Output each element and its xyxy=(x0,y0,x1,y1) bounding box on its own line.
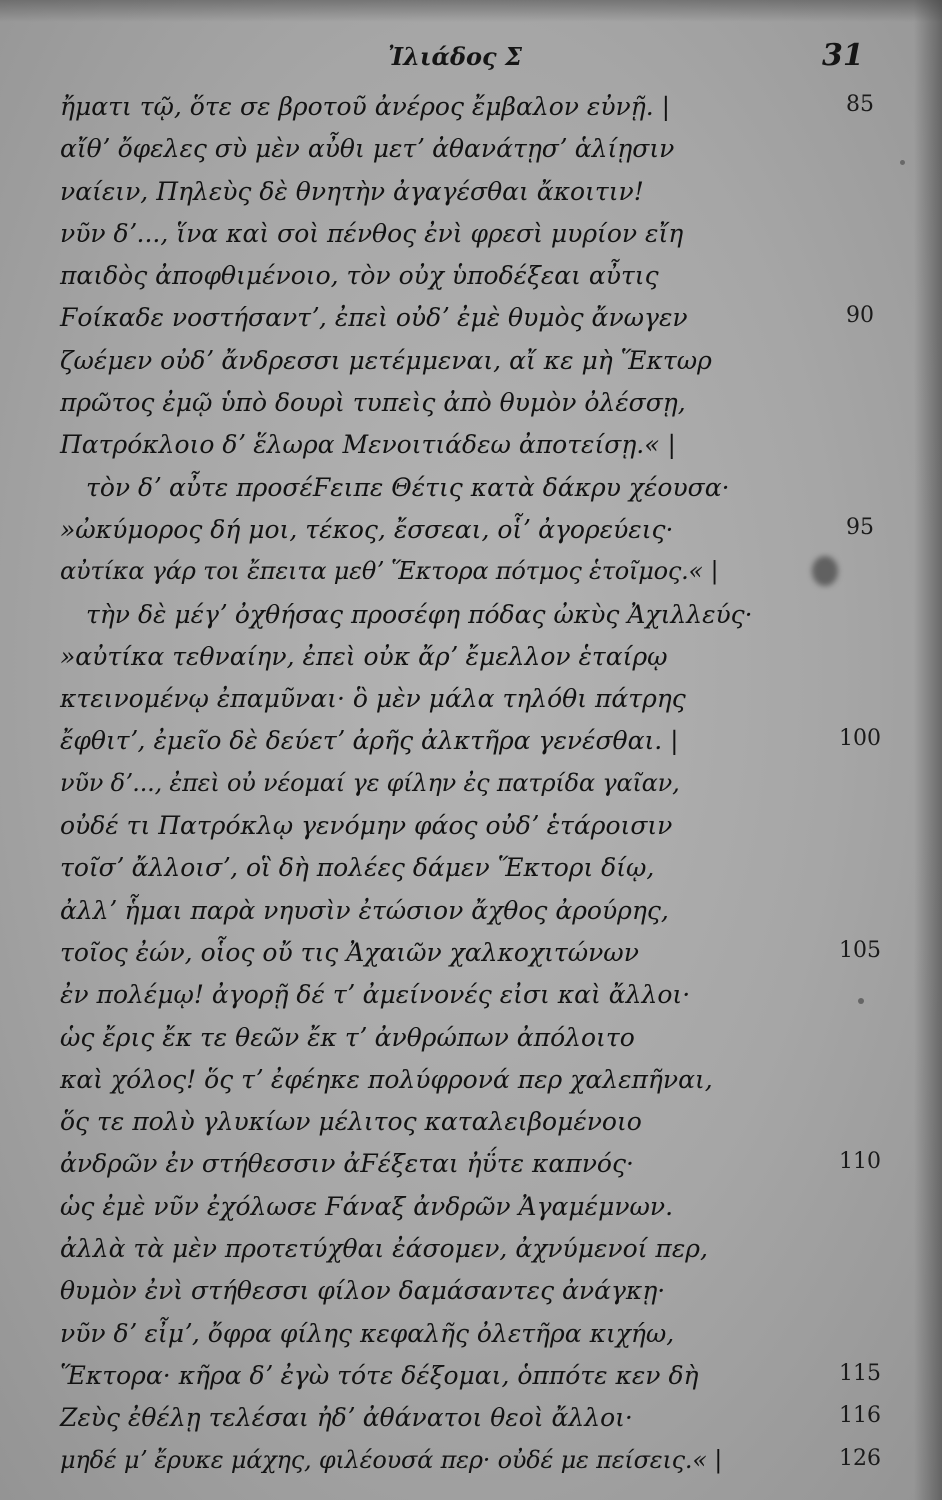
verse-text-line: νῦν δʼ..., ἐπεὶ οὐ νέομαί γε φίλην ἐς πατρίδα γαῖαν, xyxy=(60,768,680,797)
line-number: 95 xyxy=(846,514,874,540)
verse-line xyxy=(0,1230,942,1272)
verse-line xyxy=(0,130,942,172)
verse-line xyxy=(0,1103,942,1145)
verse-text-line: Ϝοίκαδε νοστήσαντʼ, ἐπεὶ οὐδʼ ἐμὲ θυμὸς ἄνωγεν xyxy=(60,303,688,333)
verse-line xyxy=(0,596,942,638)
verse-text-line: ἀνδρῶν ἐν στήθεσσιν ἀϜέξεται ἠΰτε καπνός· xyxy=(60,1149,634,1179)
verse-text-line: ἀλλʼ ἧμαι παρὰ νηυσὶν ἐτώσιον ἄχθος ἀρούρης, xyxy=(60,895,669,925)
verse-text-line: πρῶτος ἐμῷ ὑπὸ δουρὶ τυπεὶς ἀπὸ θυμὸν ὀλέσσῃ, xyxy=(60,388,686,418)
verse-text-line: οὐδέ τι Πατρόκλῳ γενόμην φάος οὐδʼ ἑτάροισιν xyxy=(60,811,673,841)
page-top-shadow xyxy=(0,0,942,22)
verse-line xyxy=(0,765,942,807)
verse-text-line: ἀλλὰ τὰ μὲν προτετύχθαι ἐάσομεν, ἀχνύμενοί περ, xyxy=(60,1234,708,1264)
verse-line xyxy=(0,469,942,511)
verse-text-line: τὸν δʼ αὖτε προσέϜειπε Θέτις κατὰ δάκρυ χέουσα· xyxy=(86,472,730,502)
verse-text-line: Πατρόκλοιο δʼ ἕλωρα Μενοιτιάδεω ἀποτείσῃ.« | xyxy=(60,430,676,460)
verse-text-line: καὶ χόλος! ὅς τʼ ἐφέηκε πολύφρονά περ χαλεπῆναι, xyxy=(60,1064,713,1094)
verse-text-line: ὡς ἔρις ἔκ τε θεῶν ἔκ τʼ ἀνθρώπων ἀπόλοιτο xyxy=(60,1022,635,1052)
verse-line xyxy=(0,1019,942,1061)
line-number: 115 xyxy=(839,1360,881,1386)
verse-line xyxy=(0,173,942,215)
verse-text-line: ναίειν, Πηλεὺς δὲ θνητὴν ἀγαγέσθαι ἄκοιτιν! xyxy=(60,176,644,206)
verse-text-line: αἴθʼ ὄφελες σὺ μὲν αὖθι μετʼ ἀθανάτῃσʼ ἁλίῃσιν xyxy=(60,134,675,164)
verse-line xyxy=(0,384,942,426)
line-number: 85 xyxy=(846,92,874,117)
verse-line xyxy=(0,849,942,891)
verse-line xyxy=(0,1061,942,1103)
verse-line xyxy=(0,342,942,384)
verse-text-line: αὐτίκα γάρ τοι ἔπειτα μεθʼ Ἕκτορα πότμος ἑτοῖμος.« | xyxy=(60,557,719,586)
verse-line xyxy=(0,722,942,764)
verse-line xyxy=(0,1272,942,1314)
verse-text-line: »αὐτίκα τεθναίην, ἐπεὶ οὐκ ἄρʼ ἔμελλον ἑταίρῳ xyxy=(60,641,668,671)
verse-text-line: ἤματι τῷ, ὅτε σε βροτοῦ ἀνέρος ἔμβαλον εὐνῇ. | xyxy=(60,92,671,121)
verse-text-line: ἔφθιτʼ, ἐμεῖο δὲ δεύετʼ ἀρῆς ἀλκτῆρα γενέσθαι. | xyxy=(60,726,679,756)
verse-line xyxy=(0,680,942,722)
verse-line xyxy=(0,934,942,976)
verse-text-line: ὡς ἐμὲ νῦν ἐχόλωσε Ϝάναξ ἀνδρῶν Ἀγαμέμνων. xyxy=(60,1191,674,1221)
running-title: Ἰλιάδος Σ xyxy=(388,42,522,71)
verse-text-line: νῦν δʼ..., ἵνα καὶ σοὶ πένθος ἐνὶ φρεσὶ μυρίον εἴη xyxy=(60,218,684,248)
verse-line xyxy=(0,426,942,468)
verse-text-line: Ζεὺς ἐθέλῃ τελέσαι ἠδʼ ἀθάνατοι θεοὶ ἄλλοι· xyxy=(60,1403,633,1433)
verse-line xyxy=(0,1442,942,1484)
verse-line xyxy=(0,553,942,595)
verse-line xyxy=(0,807,942,849)
verse-line xyxy=(0,1399,942,1441)
page-number: 31 xyxy=(822,38,864,73)
line-number: 105 xyxy=(839,937,881,963)
verse-line xyxy=(0,215,942,257)
line-number: 90 xyxy=(846,303,874,329)
verse-line xyxy=(0,892,942,934)
verse-text-line: ὅς τε πολὺ γλυκίων μέλιτος καταλειβομένοιο xyxy=(60,1107,642,1137)
page-header xyxy=(0,38,942,78)
verse-text-line: μηδέ μʼ ἔρυκε μάχης, φιλέουσά περ· οὐδέ με πείσεις.« | xyxy=(60,1445,723,1474)
verse-text xyxy=(0,88,942,1484)
verse-text-line: νῦν δʼ εἶμʼ, ὄφρα φίλης κεφαλῆς ὀλετῆρα κιχήω, xyxy=(60,1318,675,1348)
verse-line xyxy=(0,511,942,553)
verse-text-line: θυμὸν ἐνὶ στήθεσσι φίλον δαμάσαντες ἀνάγκῃ· xyxy=(60,1276,666,1306)
verse-line xyxy=(0,638,942,680)
line-number: 100 xyxy=(839,726,881,752)
line-number: 116 xyxy=(839,1403,881,1429)
line-number: 110 xyxy=(839,1149,881,1175)
verse-text-line: τοῖσʼ ἄλλοισʼ, οἳ δὴ πολέες δάμεν Ἕκτορι δίῳ, xyxy=(60,853,655,883)
verse-text-line: κτεινομένῳ ἐπαμῦναι· ὃ μὲν μάλα τηλόθι πάτρης xyxy=(60,684,686,714)
verse-line xyxy=(0,1188,942,1230)
verse-line xyxy=(0,88,942,130)
verse-text-line: τοῖος ἐών, οἷος οὔ τις Ἀχαιῶν χαλκοχιτώνων xyxy=(60,937,639,967)
verse-text-line: Ἕκτορα· κῆρα δʼ ἐγὼ τότε δέξομαι, ὁππότε κεν δὴ xyxy=(60,1360,699,1390)
verse-text-line: παιδὸς ἀποφθιμένοιο, τὸν οὐχ ὑποδέξεαι αὖτις xyxy=(60,261,659,291)
verse-text-line: τὴν δὲ μέγʼ ὀχθήσας προσέφη πόδας ὠκὺς Ἀχιλλεύς· xyxy=(86,599,753,629)
verse-text-line: »ὠκύμορος δή μοι, τέκος, ἔσσεαι, οἷʼ ἀγορεύεις· xyxy=(60,514,674,544)
verse-line xyxy=(0,299,942,341)
verse-line xyxy=(0,976,942,1018)
verse-text-line: ζωέμεν οὐδʼ ἄνδρεσσι μετέμμεναι, αἴ κε μὴ Ἕκτωρ xyxy=(60,345,712,375)
verse-text-line: ἐν πολέμῳ! ἀγορῇ δέ τʼ ἀμείνονές εἰσι καὶ ἄλλοι· xyxy=(60,980,691,1010)
verse-line xyxy=(0,1145,942,1187)
verse-line xyxy=(0,1315,942,1357)
line-number: 126 xyxy=(839,1445,881,1471)
verse-line xyxy=(0,1357,942,1399)
verse-line xyxy=(0,257,942,299)
